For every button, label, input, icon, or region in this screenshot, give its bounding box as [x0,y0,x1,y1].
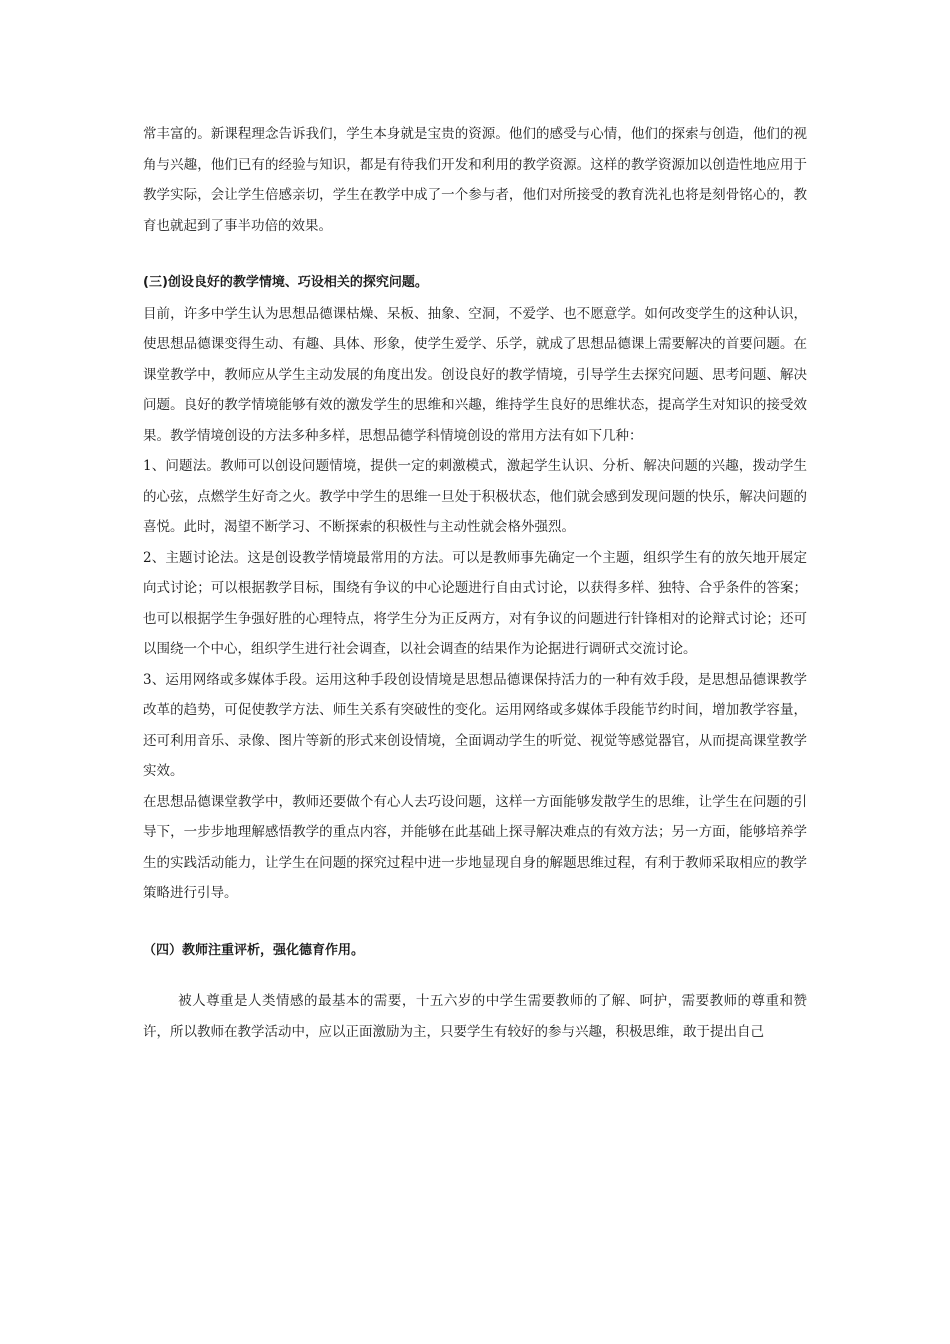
intro-paragraph: 常丰富的。新课程理念告诉我们，学生本身就是宝贵的资源。他们的感受与心情，他们的探索与创造，他们的视角与兴趣，他们已有的经验与知识，都是有待我们开发和利用的教学资源。这样的教学资源加以创造性地应用于教学实际，会让学生倍感亲切，学生在教学中成了一个参与者，他们对所接受的教育洗礼也将是刻骨铭心的，教育也就起到了事半功倍的效果。 [143,126,807,234]
document-page [143,119,807,1047]
section-3-item-1: 1、问题法。教师可以创设问题情境，提供一定的刺激模式，激起学生认识、分析、解决问题的兴趣，拨动学生的心弦，点燃学生好奇之火。教学中学生的思维一旦处于积极状态，他们就会感到发现问题的快乐，解决问题的喜悦。此时，渴望不断学习、不断探索的积极性与主动性就会格外强烈。 [143,458,807,535]
paragraph-spacer [143,966,807,986]
section-4-paragraph-1: 被人尊重是人类情感的最基本的需要，十五六岁的中学生需要教师的了解、呵护，需要教师的尊重和赞许，所以教师在教学活动中，应以正面激励为主，只要学生有较好的参与兴趣，积极思维，敢于提出自己 [143,993,807,1040]
section-3-heading: (三)创设良好的教学情境、巧设相关的探究问题。 [143,275,428,290]
section-3-item-2: 2、主题讨论法。这是创设教学情境最常用的方法。可以是教师事先确定一个主题，组织学生有的放矢地开展定向式讨论；可以根据教学目标，围绕有争议的中心论题进行自由式讨论，以获得多样、独特、合乎条件的答案；也可以根据学生争强好胜的心理特点，将学生分为正反两方，对有争议的问题进行针锋相对的论辩式讨论；还可以围绕一个中心，组织学生进行社会调查，以社会调查的结果作为论据进行调研式交流讨论。 [143,549,807,657]
section-3-paragraph-2: 在思想品德课堂教学中，教师还要做个有心人去巧设问题，这样一方面能够发散学生的思维，让学生在问题的引导下，一步步地理解感悟教学的重点内容，并能够在此基础上探寻解决难点的有效方法；另一方面，能够培养学生的实践活动能力，让学生在问题的探究过程中进一步地显现自身的解题思维过程，有利于教师采取相应的教学策略进行引导。 [143,793,807,901]
section-3-item-3: 3、运用网络或多媒体手段。运用这种手段创设情境是思想品德课保持活力的一种有效手段，是思想品德课教学改革的趋势，可促使教学方法、师生关系有突破性的变化。运用网络或多媒体手段能节约时间，增加教学容量，还可利用音乐、录像、图片等新的形式来创设情境，全面调动学生的听觉、视觉等感觉器官，从而提高课堂教学实效。 [143,671,807,779]
section-4-heading: （四）教师注重评析，强化德育作用。 [143,942,365,958]
paragraph-spacer [143,241,807,268]
paragraph-spacer [143,909,807,936]
section-3-paragraph-1: 目前，许多中学生认为思想品德课枯燥、呆板、抽象、空洞，不爱学、也不愿意学。如何改变学生的这种认识，使思想品德课变得生动、有趣、具体、形象，使学生爱学、乐学，就成了思想品德课上需要解决的首要问题。在课堂教学中，教师应从学生主动发展的角度出发。创设良好的教学情境，引导学生去探究问题、思考问题、解决问题。良好的教学情境能够有效的激发学生的思维和兴趣，维持学生良好的思维状态，提高学生对知识的接受效果。教学情境创设的方法多种多样，思想品德学科情境创设的常用方法有如下几种： [143,305,807,444]
